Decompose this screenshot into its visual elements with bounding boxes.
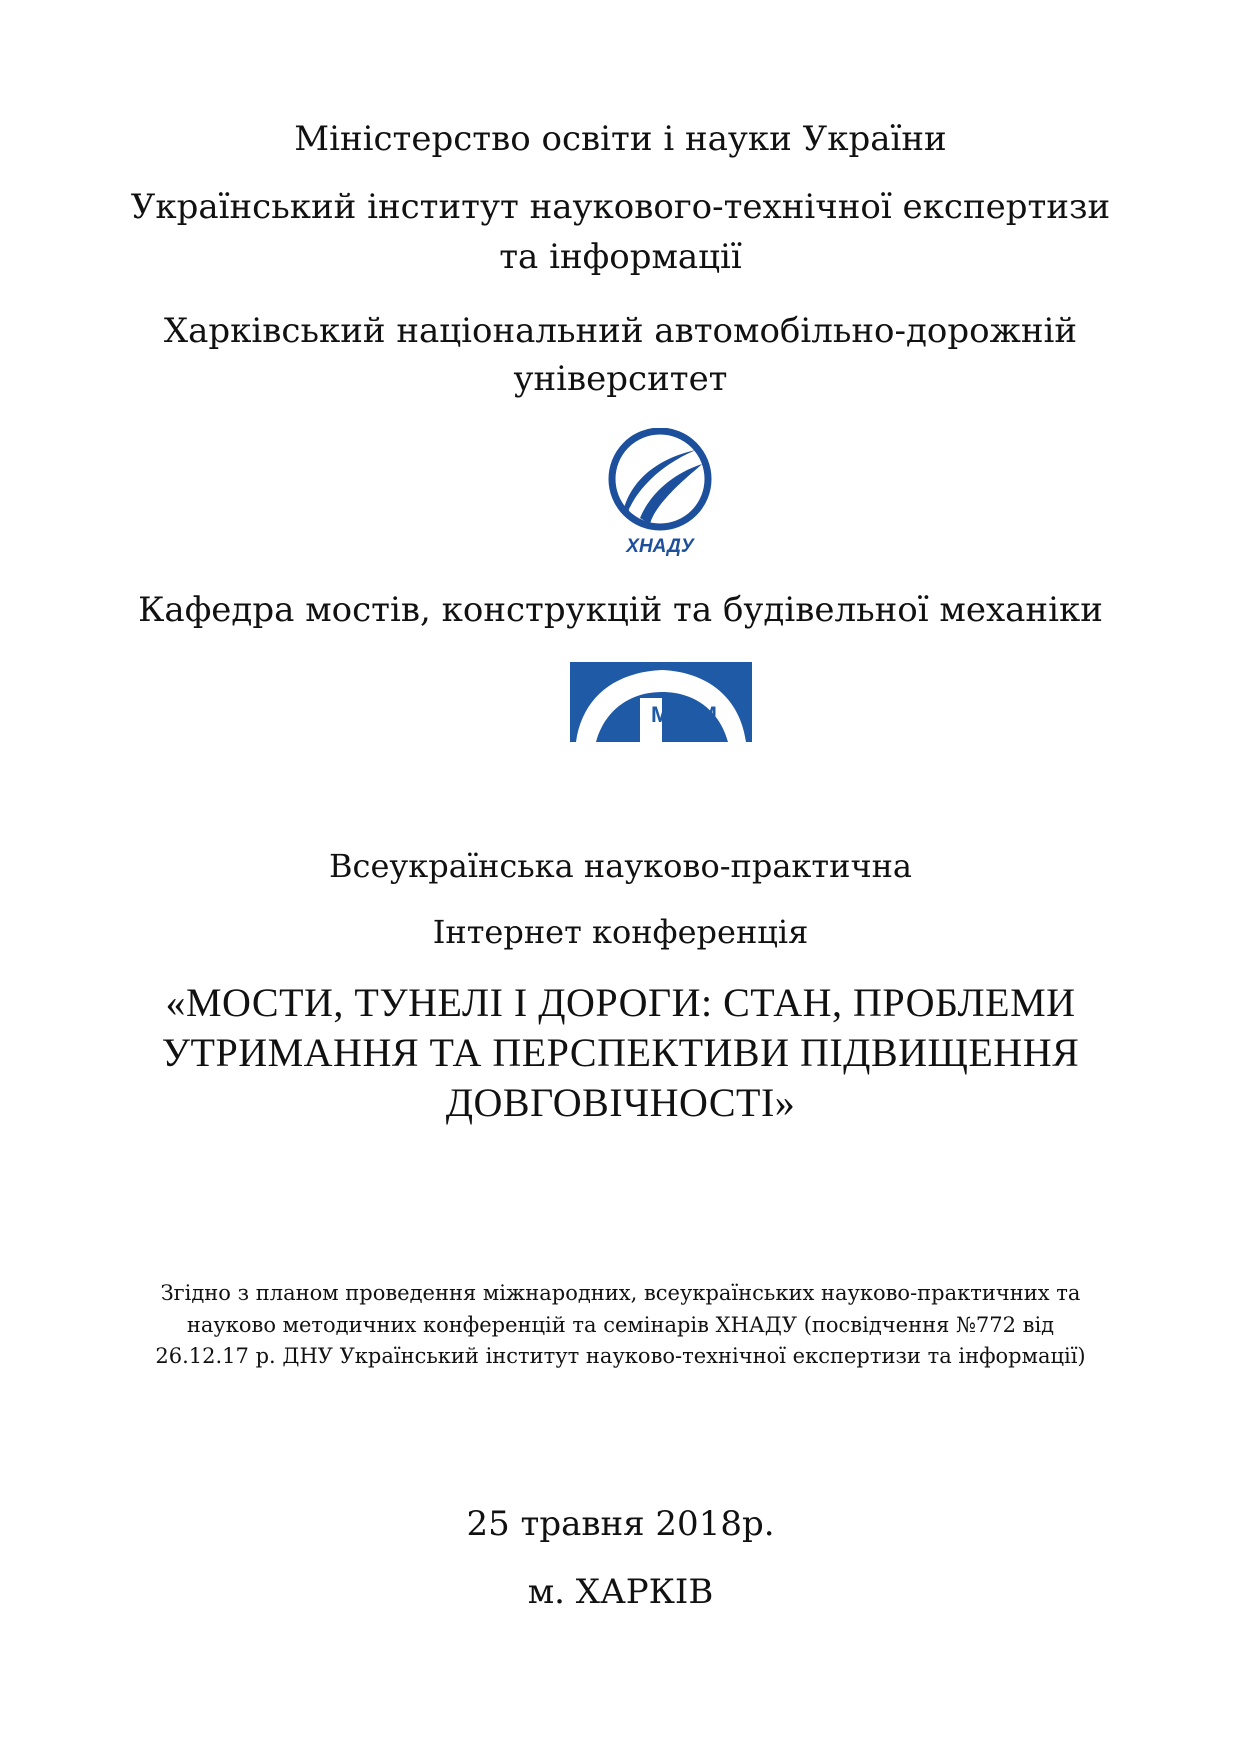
note-line1: Згідно з планом проведення міжнародних, всеукраїнських науково-практичних та <box>160 1281 1081 1305</box>
note-line3: 26.12.17 р. ДНУ Український інститут науково-технічної експертизи та інформації) <box>155 1344 1086 1368</box>
conference-type-line1: Всеукраїнська науково-практична <box>329 847 912 885</box>
institute-name-line2: та інформації <box>499 237 742 277</box>
khnadu-logo-caption: ХНАДУ <box>626 536 694 557</box>
conference-title-line3: ДОВГОВІЧНОСТІ» <box>445 1080 796 1125</box>
university-name-line2: університет <box>513 359 728 399</box>
conference-type-line2: Інтернет конференція <box>432 913 809 951</box>
conference-city: м. ХАРКІВ <box>527 1572 714 1612</box>
institute-name-line1: Український інститут наукового-технічної експертизи <box>130 187 1111 227</box>
conference-title-line1: «МОСТИ, ТУНЕЛІ І ДОРОГИ: СТАН, ПРОБЛЕМИ <box>165 980 1076 1025</box>
khnadu-logo-icon <box>600 428 720 558</box>
conference-date: 25 травня 2018р. <box>466 1504 775 1544</box>
ministry-name: Міністерство освіти і науки України <box>294 119 947 159</box>
note-line2: науково методичних конференцій та семінарів ХНАДУ (посвідчення №772 від <box>186 1313 1055 1337</box>
mkbm-logo-caption: МКБМ <box>651 702 717 727</box>
university-name-line1: Харківський національний автомобільно-дорожній <box>163 311 1078 351</box>
conference-title-line2: УТРИМАННЯ ТА ПЕРСПЕКТИВИ ПІДВИЩЕННЯ <box>161 1030 1080 1075</box>
mkbm-logo-icon <box>570 662 752 742</box>
department-name: Кафедра мостів, конструкцій та будівельної механіки <box>138 590 1103 630</box>
